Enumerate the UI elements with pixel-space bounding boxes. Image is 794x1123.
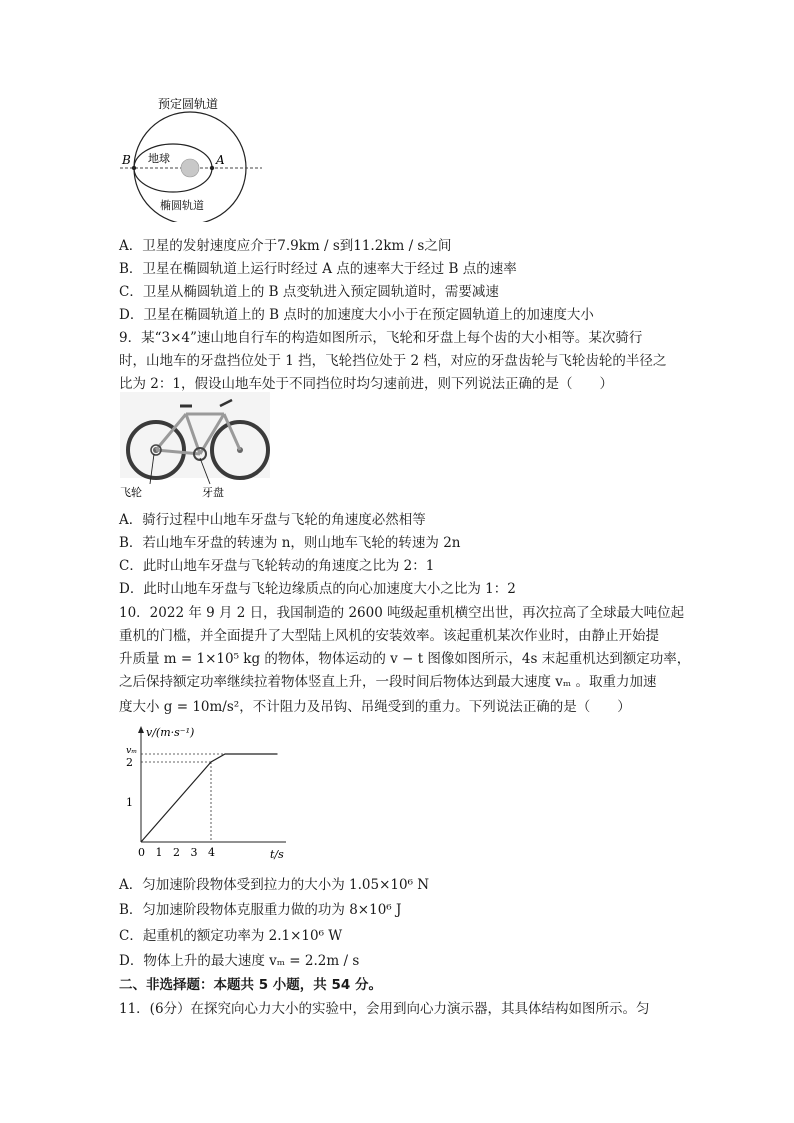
- q9-option-d: D．此时山地车牙盘与飞轮边缘质点的向心加速度大小之比为 1：2: [119, 581, 516, 597]
- point-a: [210, 166, 214, 170]
- x-tick-label: 2: [173, 846, 180, 859]
- q9-option-c: C．此时山地车牙盘与飞轮转动的角速度之比为 2：1: [119, 558, 435, 574]
- q8-option-d: D．卫星在椭圆轨道上的 B 点时的加速度大小小于在预定圆轨道上的加速度大小: [119, 307, 594, 323]
- v-t-chart: [124, 724, 294, 864]
- x-tick-label: 4: [208, 846, 215, 859]
- point-b: [132, 166, 136, 170]
- x-axis-label: t/s: [270, 848, 284, 861]
- bike-figure: [120, 392, 270, 500]
- y-tick-label: 2: [126, 756, 133, 769]
- q9-stem-line-3: 比为 2：1，假设山地车处于不同挡位时均匀速前进，则下列说法正确的是（ ）: [119, 376, 613, 392]
- q10-stem-line-4: 之后保持额定功率继续拉着物体竖直上升，一段时间后物体达到最大速度 vₘ 。取重力加速: [119, 674, 657, 690]
- y-tick-label: 1: [126, 796, 133, 809]
- q9-option-a: A．骑行过程中山地车牙盘与飞轮的角速度必然相等: [119, 512, 426, 528]
- q8-option-a: A．卫星的发射速度应介于7.9km / s到11.2km / s之间: [119, 238, 452, 254]
- q10-stem-line-3: 升质量 m = 1×10⁵ kg 的物体，物体运动的 v − t 图像如图所示，4s 末起重机达到额定功率，: [119, 651, 691, 667]
- q10-option-a: A．匀加速阶段物体受到拉力的大小为 1.05×10⁶ N: [119, 877, 430, 893]
- x-tick-label: 1: [155, 846, 163, 859]
- q9-stem-line-2: 时，山地车的牙盘挡位处于 1 挡，飞轮挡位处于 2 档，对应的牙盘齿轮与飞轮齿轮的半径之: [119, 353, 667, 369]
- label-ellipse-orbit: 椭圆轨道: [160, 199, 204, 212]
- label-earth: 地球: [148, 152, 170, 165]
- q8-option-b: B．卫星在椭圆轨道上运行时经过 A 点的速率大于经过 B 点的速率: [119, 261, 517, 277]
- q11-stem: 11．(6分）在探究向心力大小的实验中，会用到向心力演示器，其具体结构如图所示。匀: [119, 1001, 650, 1017]
- q10-stem-line-1: 10．2022 年 9 月 2 日，我国制造的 2600 吨级起重机横空出世，再次拉高了全球最大吨位起: [119, 605, 685, 621]
- q10-stem-line-5: 度大小 g = 10m/s²，不计阻力及吊钩、吊绳受到的重力。下列说法正确的是（ ）: [119, 699, 631, 715]
- y-axis-arrow: [138, 726, 144, 733]
- q9-option-b: B．若山地车牙盘的转速为 n，则山地车飞轮的转速为 2n: [119, 535, 461, 551]
- y-axis-label: v/(m·s⁻¹): [146, 726, 195, 739]
- section-2-heading: 二、非选择题：本题共 5 小题，共 54 分。: [119, 977, 382, 993]
- y-tick-label: vₘ: [126, 745, 138, 756]
- label-flywheel: 飞轮: [120, 486, 142, 499]
- q9-stem-line-1: 9．某“3×4”速山地自行车的构造如图所示，飞轮和牙盘上每个齿的大小相等。某次骑行: [119, 330, 643, 346]
- label-b: B: [122, 153, 131, 167]
- q10-stem-line-2: 重机的门槛，并全面提升了大型陆上风机的安装效率。该起重机某次作业时，由静止开始提: [119, 628, 659, 644]
- x-tick-label: 3: [190, 846, 198, 859]
- x-tick-label: 0: [138, 846, 145, 859]
- q10-option-c: C．起重机的额定功率为 2.1×10⁶ W: [119, 928, 343, 944]
- label-chainring: 牙盘: [202, 486, 224, 499]
- v-t-series-line: [141, 754, 278, 842]
- label-a: A: [216, 153, 225, 167]
- q10-option-d: D．物体上升的最大速度 vₘ = 2.2m / s: [119, 953, 360, 969]
- q10-option-b: B．匀加速阶段物体克服重力做的功为 8×10⁶ J: [119, 902, 402, 918]
- earth: [181, 159, 199, 177]
- orbit-figure: [110, 92, 270, 222]
- label-preset-orbit: 预定圆轨道: [158, 97, 219, 111]
- q8-option-c: C．卫星从椭圆轨道上的 B 点变轨进入预定圆轨道时，需要减速: [119, 284, 499, 300]
